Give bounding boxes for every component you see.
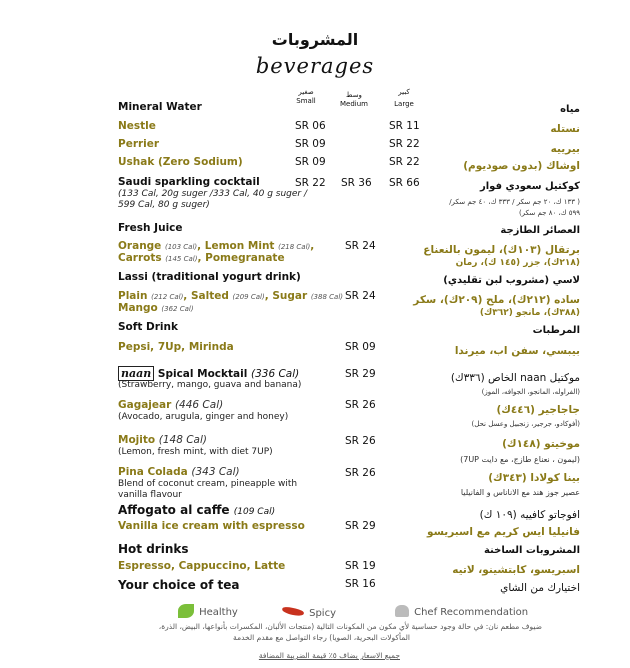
fresh-juice-heading: Fresh Juice	[118, 222, 183, 234]
allergy-notice-line-2: المأكولات البحرية، الصويا) رجاء التواصل مع مقدم الخدمة	[233, 633, 410, 642]
naan-logo: naan	[118, 366, 154, 381]
fresh-juice-line-2-ar: (٢١٨ك)، جزر (١٤٥ ك)، رمان	[455, 258, 580, 268]
spical-mocktail-price: SR 29	[345, 368, 376, 380]
size-header-small: صغير Small	[296, 88, 316, 105]
lassi-heading-ar: لاسي (مشروب لبن تقليدي)	[443, 275, 580, 286]
mojito-desc: (Lemon, fresh mint, with diet 7UP)	[118, 447, 273, 457]
vat-notice: جميع الاسعار يضاف ٥٪ قيمة الضريبة المضافة	[258, 651, 400, 660]
pina-colada-name: Pina Colada (343 Cal)	[118, 466, 240, 478]
page-title-english: beverages	[255, 54, 375, 78]
soft-drink-items: Pepsi, 7Up, Mirinda	[118, 341, 234, 353]
affogato-sub: Vanilla ice cream with espresso	[118, 520, 305, 532]
hot-drinks-price: SR 19	[345, 560, 376, 572]
saudi-cocktail-name: Saudi sparkling cocktail	[118, 176, 260, 188]
pina-colada-desc-ar: عصير جوز هند مع الاناناس و الفانيليا	[460, 488, 580, 497]
fresh-juice-line-2: Carrots (145 Cal), Pomegranate	[118, 252, 285, 264]
fresh-juice-line-1-ar: برتقال (١٠٣ك)، ليمون بالنعناع	[423, 244, 580, 256]
nestle-name-ar: نستله	[550, 123, 580, 135]
nestle-name: Nestle	[118, 120, 156, 132]
tea-name: Your choice of tea	[118, 578, 240, 592]
spical-mocktail-name: naan Spical Mocktail (336 Cal)	[118, 367, 299, 380]
healthy-legend: Healthy	[178, 600, 238, 619]
pina-colada-name-ar: بينا كولادا (٣٤٣ك)	[488, 472, 580, 484]
perrier-small-price: SR 09	[295, 138, 326, 150]
perrier-name: Perrier	[118, 138, 160, 150]
affogato-name-ar: افوجاتو كافييه (١٠٩ ك)	[479, 509, 580, 521]
gagajear-desc-ar: (أفوكادو، جرجير، زنجبيل وعسل نحل)	[471, 420, 580, 428]
soft-drink-heading-ar: المرطبات	[532, 325, 580, 336]
gagajear-price: SR 26	[345, 399, 376, 411]
gagajear-name-ar: جاجاجير (٤٤٦ك)	[496, 404, 580, 416]
size-header-large: كبير Large	[394, 88, 414, 108]
hot-drinks-items-ar: اسبريسو، كابتشينو، لاتيه	[452, 564, 580, 576]
pina-colada-desc-1: Blend of coconut cream, pineapple with	[118, 479, 298, 489]
lassi-line-1-ar: ساده (٢١٢ك)، ملح (٢٠٩ك)، سكر	[413, 294, 580, 306]
lassi-line-1: Plain (212 Cal), Salted (209 Cal), Sugar (388 Cal)	[118, 290, 343, 302]
chili-icon	[282, 606, 305, 617]
nestle-large-price: SR 11	[389, 120, 420, 132]
gagajear-name: Gagajear (446 Cal)	[118, 399, 224, 411]
spical-mocktail-name-ar: موكتيل naan الخاص (٣٣٦ك)	[450, 372, 580, 384]
saudi-large-price: SR 66	[389, 177, 420, 189]
pina-colada-desc-2: vanilla flavour	[118, 490, 182, 500]
spical-mocktail-desc: (Strawberry, mango, guava and banana)	[118, 380, 302, 390]
tea-price: SR 16	[345, 578, 376, 590]
soft-drink-items-ar: بيبسي، سفن اب، ميرندا	[454, 345, 580, 357]
mineral-heading: Mineral Water	[118, 101, 202, 113]
affogato-sub-ar: فانيليا ايس كريم مع اسبريسو	[426, 526, 580, 538]
soft-drink-heading: Soft Drink	[118, 321, 178, 333]
mojito-name-ar: موخيتو (١٤٨ك)	[502, 438, 580, 450]
spicy-legend: Spicy	[282, 601, 336, 620]
allergy-notice-line-1: ضيوف مطعم نان: في حالة وجود حساسية لأي مكون من المكونات التالية (منتجات الألبان، المكسرات بأنواعها، البيض، الذرة،	[158, 622, 542, 631]
soft-drink-price: SR 09	[345, 341, 376, 353]
chef-hat-icon	[395, 605, 409, 617]
hot-drinks-heading-ar: المشروبات الساخنة	[483, 545, 580, 556]
saudi-cocktail-desc-2: 599 Cal, 80 g suger)	[118, 200, 210, 210]
saudi-cocktail-desc-1: (133 Cal, 20g suger /333 Cal, 40 g suger /	[118, 189, 308, 199]
saudi-cocktail-desc-ar-2: ٥٩٩ ك، ٨٠ جم سكر)	[518, 209, 580, 217]
perrier-name-ar: بيرييه	[550, 143, 580, 155]
tea-name-ar: اختيارك من الشاي	[500, 582, 580, 594]
ushak-name-ar: اوشاك (بدون صوديوم)	[463, 160, 580, 172]
gagajear-desc: (Avocado, arugula, ginger and honey)	[118, 412, 289, 422]
perrier-large-price: SR 22	[389, 138, 420, 150]
ushak-name: Ushak (Zero Sodium)	[118, 156, 243, 168]
affogato-price: SR 29	[345, 520, 376, 532]
leaf-icon	[178, 604, 194, 618]
mojito-desc-ar: (ليمون ، نعناع طازج، مع دايت 7UP)	[460, 455, 580, 464]
nestle-small-price: SR 06	[295, 120, 326, 132]
lassi-line-2-ar: (٣٨٨ك)، مانجو (٣٦٢ك)	[479, 308, 580, 318]
affogato-name: Affogato al caffe (109 Cal)	[118, 503, 276, 517]
fresh-juice-price: SR 24	[345, 240, 376, 252]
saudi-small-price: SR 22	[295, 177, 326, 189]
ushak-large-price: SR 22	[389, 156, 420, 168]
lassi-mango: Mango (362 Cal)	[118, 302, 194, 314]
pina-colada-price: SR 26	[345, 467, 376, 479]
saudi-cocktail-desc-ar-1: ( ١٣٣ ك، ٢٠ جم سكر / ٣٣٣ ك، ٤٠ جم سكر/	[449, 198, 580, 206]
mojito-name: Mojito (148 Cal)	[118, 434, 208, 446]
lassi-price: SR 24	[345, 290, 376, 302]
fresh-juice-line-1: Orange (103 Cal), Lemon Mint (218 Cal),	[118, 240, 315, 252]
size-header-medium: وسط Medium	[340, 91, 368, 108]
saudi-cocktail-name-ar: كوكتيل سعودي فوار	[480, 181, 580, 192]
ushak-small-price: SR 09	[295, 156, 326, 168]
mojito-price: SR 26	[345, 435, 376, 447]
hot-drinks-items: Espresso, Cappuccino, Latte	[118, 560, 286, 572]
page-title-arabic: المشروبات	[271, 30, 359, 49]
spical-mocktail-desc-ar: (الفراوله، المانجو، الجوافه، الموز)	[481, 388, 580, 396]
fresh-juice-heading-ar: العصائر الطازجة	[500, 225, 580, 236]
saudi-medium-price: SR 36	[341, 177, 372, 189]
chef-legend: Chef Recommendation	[395, 600, 528, 619]
hot-drinks-heading: Hot drinks	[118, 542, 189, 556]
mineral-heading-ar: مياه	[560, 104, 580, 115]
lassi-heading: Lassi (traditional yogurt drink)	[118, 271, 301, 283]
